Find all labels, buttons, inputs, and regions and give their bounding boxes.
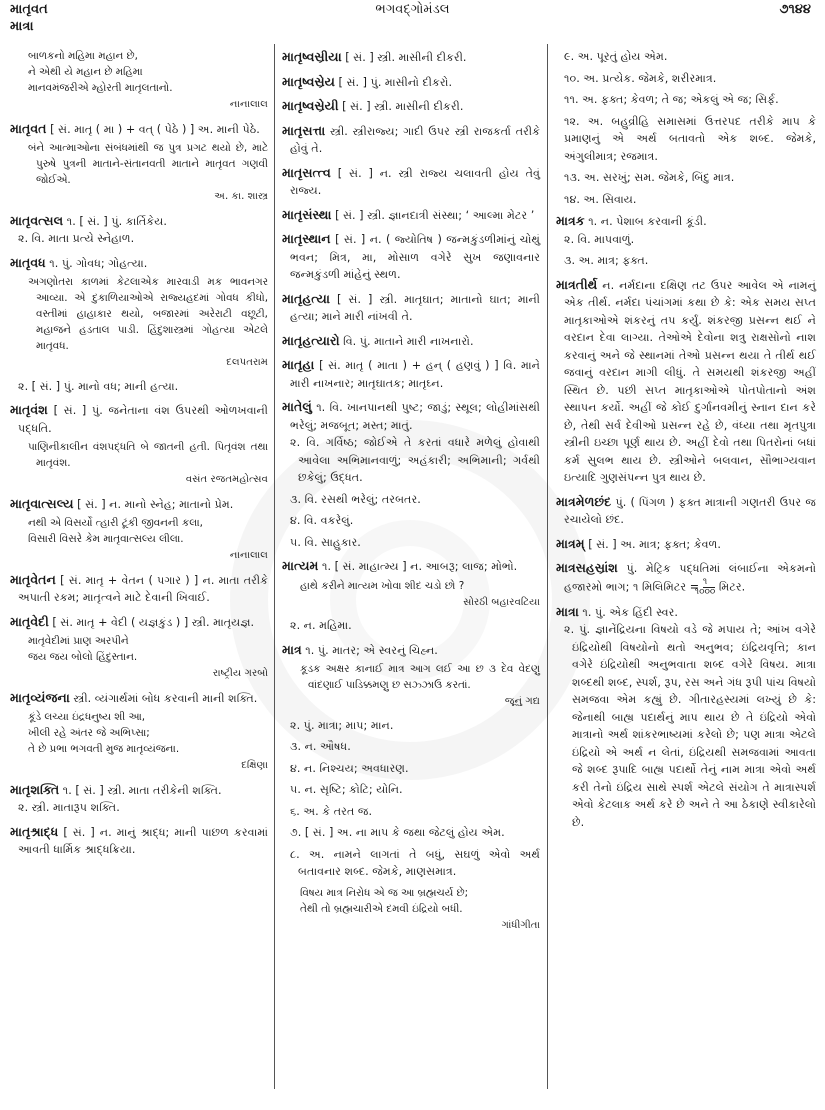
definition: [ સં. ] પું. માસીનો દીકરો.	[338, 75, 453, 89]
fraction-numerator: ૧	[703, 578, 716, 588]
sense: ૨. ન. મહિમા.	[290, 619, 352, 632]
headword: માત્રા	[556, 603, 579, 619]
sense: ૧૦. અ. પ્રત્યેક. જેમકે, શરીરમાત્ર.	[564, 71, 717, 85]
dictionary-entry	[10, 495, 268, 565]
definition: સ્ત્રી. વ્યંગાર્થમાં બોધ કરવાની માની શક્તિ.	[73, 691, 258, 705]
headword: માત્રમેળછંદ	[556, 493, 612, 509]
dictionary-entry	[10, 401, 268, 489]
dictionary-entry	[556, 276, 816, 487]
headword: માતૃહા	[282, 357, 315, 372]
dictionary-entry	[282, 73, 540, 92]
sense: ૨. વિ. ગર્વિષ્ઠ; જોઈએ તે કરતાં વધારે મળેલું હોવાથી આવેલા અભિમાનવાળું; અહંકારી; અભિમાની; ગર્વથી છકેલું; ઉદ્ધત.	[290, 436, 540, 484]
quote-source: જૂનું ગદ્ય	[504, 696, 540, 707]
definition: [ સં. માતૃ + વેદી ( યજ્ઞકુંડ ) ] સ્ત્રી. માતૃયજ્ઞ.	[52, 615, 255, 629]
sense: ૮. અ. નામને લાગતાં તે બધું, સઘળું એવો અર્થ બતાવનાર શબ્દ. જેમકે, માણસમાત્ર.	[290, 847, 540, 878]
headword: માતૃસંસ્થા	[282, 206, 332, 222]
headword: માતૃષ્વસ્રેય	[282, 73, 335, 89]
dictionary-entry	[10, 823, 268, 859]
quote-line: ખીલી રહે અંતર જે અભિપ્સા;	[28, 727, 150, 739]
dictionary-entry	[282, 206, 540, 225]
sense: ૪. ન. નિશ્ચય; અવધારણ.	[290, 761, 409, 775]
headword: માતૃષ્વસ્રેયી	[282, 98, 339, 113]
quote: અગણોતરા કાળમાં કેટલાએક મારવાડી મક ભાવનગર આવ્યા. એ દુકાળિયાઓએ રાજ્યહદમાં ગોવધ કીધો, વસ્તીમાં હાહાકાર થયો, બજારમાં અરેરાટી વછૂટી, મહાજને હડતાલ પાડી. હિંદુશાસ્ત્રમાં ગોહત્યા એટલે માતૃવધ.	[28, 276, 268, 352]
quote: હાથે કરીને માત્યમ ખોવા શીદ ચડો છો ?	[300, 579, 465, 592]
definition: ન. નર્મદાના દક્ષિણ તટ ઉપર આવેલ એ નામનું એક તીર્થ. નર્મદા પંચાંગમાં કથા છે કે: એક સમય સપ્ત માતૃકાઓએ શંકરનું તપ કર્યું. શંકરજી પ્રસન્ન થઈ ને વરદાન દેવા લાગ્યા. તેઓએ દેવોના શત્રુ રાક્ષસોનો નાશ કરવાનું અને જે સ્થાનમાં તેઓ પ્રસન્ન થયા તે તીર્થ થઈ જવાનું વરદાન માગી લીધું. તે સમયથી શંકરજી અહીં સ્થિત છે. પછી સપ્ત માતૃકાઓએ પોતપોતાનો અંશ સ્થાપન કર્યો. અહીં જે કોઈ દુર્ગાનવમીનું સ્નાન દાન કરે છે, તેથી સર્વ દેવીઓ પ્રસન્ન રહે છે, વંધ્યા તથા મૃતપુત્રા સ્ત્રીની ઇચ્છા પૂર્ણ થાય છે. અહીં દેવો તથા પિતરોનાં બધાં કર્મ સુલભ થાય છે. સ્ત્રીઓને બલવાન, સૌભાગ્યવાન ઇત્યાદિ ગુણસંપન્ન પુત્ર થાય છે.	[564, 278, 816, 484]
sense: ૧૩. અ. સરખું; સમ. જેમકે, બિંદુ માત્ર.	[564, 171, 735, 184]
quote: કૂડક અક્ષર કાનાઈ માત્ર આગ લઈ આ છ ૩ દેવ વેદણુ વાંદણાઈ પાડિક્કમણુ છ સઝ્ઝાઉ કરતાં.	[300, 663, 540, 691]
definition: ૧. [ સં. ] સ્ત્રી. માતા તરીકેની શક્તિ.	[62, 783, 222, 797]
dictionary-entry	[282, 164, 540, 200]
quote-source: વસંત રજતમહોત્સવ	[185, 474, 268, 485]
column-divider	[274, 44, 275, 1089]
quote: પાણિનીકાલીન વંશપદ્ધતિ બે જાતની હતી. પિતૃવંશ તથા માતૃવંશ.	[28, 441, 268, 469]
fraction-denominator: ૧૦૦૦	[694, 586, 716, 597]
quote-line: વિસારી વિસરે કેમ માતૃવાત્સલ્ય લીલા.	[28, 533, 184, 545]
dictionary-entry	[556, 535, 816, 554]
dictionary-entry	[282, 356, 540, 392]
dictionary-entry	[10, 689, 268, 775]
sense: ૨. વિ. માપવાળું.	[564, 232, 635, 246]
headword: માતૃષ્વસ્રીયા	[282, 49, 342, 64]
headword: માતૃવાત્સલ્ય	[10, 495, 74, 511]
headword: માત્રમ્	[556, 535, 585, 551]
dictionary-entry	[556, 212, 816, 270]
headword: માતૃવત	[10, 120, 47, 136]
dictionary-entry	[10, 613, 268, 683]
continued-senses	[556, 48, 816, 208]
guide-word-first: માતૃવત	[10, 2, 48, 17]
definition-tail: મિટર.	[718, 580, 746, 593]
guide-word-last: માત્રા	[10, 19, 34, 34]
dictionary-entry	[282, 641, 540, 935]
dictionary-entry	[556, 559, 816, 597]
sense: ૨. પું. જ્ઞાનેંદ્રિયના વિષયો વડે જે મપાય તે; આંખ વગેરે ઇંદ્રિયોથી વિષયોનો થતો અનુભવ; ઇંદ્રિયવૃત્તિ; કાન વગેરે ઇંદ્રિયોથી અનુભવાતા શબ્દ વગેરે વિષય. માત્રા શબ્દથી શબ્દ, સ્પર્શ, રૂપ, રસ અને ગંધ રૂપી પાંચ વિષયો સમજવા એમ કહ્યું છે. ગીતારહસ્યમાં લખ્યું છે કે: જેનાથી બાહ્ય પદાર્થનું માપ થાય છે તે ઇંદ્રિયો એવો માત્રાનો અર્થ શાંકરભાષ્યમાં કરેલો છે; પણ માત્રા એટલે ઇંદ્રિયો એ અર્થ ન લેતાં, ઇંદ્રિયથી સમજવામાં આવતા જે શબ્દ રૂપાદિ બાહ્ય પદાર્થો તેનું નામ માત્રા એવો અર્થ કરી તેનો ઇંદ્રિય સાથે સ્પર્શ એટલે સંયોગ તે માત્રાસ્પર્શ એવો કેટલાક અર્થ કરે છે અને તે આ ઠેકાણે સ્વીકારેલો છે.	[564, 623, 816, 829]
headword: માત્યમ	[282, 558, 319, 573]
continued-quote	[10, 48, 268, 114]
headword: માતૃવ્યંજના	[10, 689, 70, 705]
quote-line: વિષય માત્ર નિરોધ એ જ આ બ્રહ્મચર્ય છે;	[300, 886, 469, 899]
headword: માતેલું	[282, 399, 312, 414]
headword: માતૃશક્તિ	[10, 781, 60, 797]
dictionary-entry	[282, 230, 540, 284]
definition: વિ. પું. માતાને મારી નાખનારો.	[343, 334, 474, 348]
sense: ૪. વિ. વકરેલું.	[290, 514, 354, 527]
column-3	[556, 44, 816, 837]
headword: માત્ર	[282, 641, 302, 657]
definition: સ્ત્રી. સ્ત્રીરાજ્ય; ગાદી ઉપર સ્ત્રી રાજકર્તા તરીકે હોવું તે.	[290, 124, 540, 155]
sense: ૨. પું. માત્રા; માપ; માન.	[290, 718, 394, 732]
definition: [ સં. માતૃ + વેતન ( પગાર ) ] ન. માતા તરીકે અપાતી રકમ; માતૃત્વને માટે દેવાની ખિવાઈ.	[18, 573, 268, 604]
quote-source: અ. કા. શાસ્ત્ર	[214, 191, 268, 202]
headword: માતૃહત્યારો	[282, 332, 340, 348]
page-number: ૭૧૪૪	[779, 2, 811, 17]
definition: [ સં. ] સ્ત્રી. માસીની દીકરી.	[345, 51, 467, 64]
headword: માતૃહત્યા	[282, 290, 330, 306]
quote-source: ગાંધીગીતા	[501, 919, 540, 931]
dictionary-entry	[10, 571, 268, 607]
sense: ૨. [ સં. ] પું. માનો વધ; માની હત્યા.	[18, 379, 179, 393]
quote-source: નાનાલાલ	[229, 99, 268, 110]
definition: [ સં. માતૃ ( મા ) + વત્ ( પેઠે ) ] અ. માની પેઠે.	[50, 122, 260, 136]
headword: માત્રક	[556, 213, 585, 228]
definition: [ સં. ] ન. સ્ત્રી રાજ્ય ચલાવતી હોય તેવું રાજ્ય.	[290, 166, 540, 197]
headword: માતૃવધ	[10, 254, 46, 270]
quote-source: સોરઠી બહારવટિયા	[463, 596, 540, 608]
sense: ૯. અ. પૂરતું હોય એમ.	[564, 50, 668, 63]
definition: [ સં. ] પું. જનેતાના વંશ ઉપરથી ઓળખવાની પદ્ધતિ.	[18, 404, 268, 435]
definition: [ સં. ] અ. માત્ર; ફક્ત; કેવળ.	[588, 537, 721, 551]
dictionary-entry	[10, 212, 268, 248]
sense: ૭. [ સં. ] અ. ના માપ કે જથા જેટલું હોય એમ.	[290, 826, 505, 839]
fraction	[694, 576, 716, 597]
column-divider	[547, 44, 548, 1089]
sense: ૨. વિ. માતા પ્રત્યે સ્નેહાળ.	[18, 232, 135, 245]
dictionary-entry	[10, 120, 268, 206]
definition: ૧. પું. માતર; એ સ્વરનું ચિહ્ન.	[305, 643, 438, 657]
quote-source: દલપતરામ	[226, 357, 268, 368]
definition: [ સં. ] ન. ( જ્યોતિષ ) જન્મકુંડળીમાંનું ચોથું ભવન; મિત્ર, મા, મોસાળ વગેરે સુખ જણાવનાર જન્મકુંડળી માંહેનું સ્થળ.	[290, 233, 541, 281]
definition: ૧. [ સં. માહાત્મ્ય ] ન. આબરૂ; લાજ; મોભો.	[322, 560, 518, 573]
book-title: ભગવદ્ગોમંડલ	[375, 2, 450, 17]
sense: ૩. અ. માત્ર; ફક્ત.	[564, 254, 649, 267]
headword: માતૃવંશ	[10, 402, 48, 417]
sense: ૧૪. અ. સિવાય.	[564, 192, 637, 206]
quote-line: કૂંડે લચ્યા ઇંદ્રધનુષ્ય શી આ,	[28, 711, 146, 723]
definition: [ સં. માતૃ ( માતા ) + હન્ ( હણવું ) ] વિ. માને મારી નાખનાર; માતૃઘાતક; માતૃઘ્ન.	[290, 359, 540, 390]
dictionary-entry	[282, 48, 540, 67]
definition: [ સં. ] ન. માનું શ્રાદ્ધ; માની પાછળ કરવામાં આવતી ધાર્મિક શ્રાદ્ધક્રિયા.	[18, 825, 268, 856]
quote-source: રાષ્ટ્રીય ગરબો	[212, 668, 268, 679]
sense: ૬. અ. કે તરત જ.	[290, 804, 373, 818]
column-1	[10, 44, 268, 865]
headword: માત્રતીર્થ	[556, 276, 598, 292]
dictionary-entry	[282, 332, 540, 351]
headword: માતૃવત્સલ	[10, 212, 64, 228]
quote-source: દક્ષિણા	[241, 760, 268, 771]
headword: માતૃસત્તા	[282, 122, 326, 138]
definition: [ સં. ] સ્ત્રી. માસીની દીકરી.	[342, 100, 464, 113]
definition: પું. મેટ્રિક પદ્ધતિમાં લંબાઈના એકમનો હજારમો ભાગ; ૧ મિલિમિટર =	[564, 562, 816, 593]
quote-line: બાળકનો મહિમા મહાન છે,	[28, 50, 138, 62]
definition: [ સં. ] ન. માનો સ્નેહ; માતાનો પ્રેમ.	[77, 497, 234, 511]
sense: ૫. વિ. સાહુકાર.	[290, 535, 361, 549]
dictionary-entry	[556, 493, 816, 529]
definition: ૧. પું. ગોવધ; ગોહત્યા.	[49, 256, 148, 270]
dictionary-entry	[282, 398, 540, 551]
dictionary-entry	[282, 122, 540, 158]
definition: [ સં. ] સ્ત્રી. જ્ઞાનદાત્રી સંસ્થા; ‘ આલ્મા મેટર ’	[335, 208, 535, 222]
headword: માતૃસત્ત્વ	[282, 164, 331, 180]
definition: ૧. ન. પેશાબ કરવાની કૂંડી.	[588, 215, 707, 228]
quote-line: નથી એ વિસર્યો ત્હારી ટૂંકી જીવનની કલા,	[28, 517, 203, 529]
headword: માતૃશ્રાદ્ધ	[10, 823, 59, 839]
sense: ૧૨. અ. બહુવ્રીહિ સમાસમાં ઉત્તરપદ તરીકે માપ કે પ્રમાણનું એ અર્થ બતાવતો એક શબ્દ. જેમકે, અંગુલીમાત્ર; રજમાત્ર.	[564, 114, 816, 163]
quote-line: માનવમંજરીએ મ્હોરતી માતૃલતાનો.	[28, 82, 173, 94]
headword: માતૃવેદી	[10, 613, 49, 629]
quote-line: માતૃવેદીમાં પ્રાણ અરપીને	[28, 635, 129, 647]
quote-line: તેથી તો બ્રહ્મચારીએ દમવી ઇંદ્રિયો બધી.	[300, 902, 463, 915]
dictionary-entry	[556, 603, 816, 832]
dictionary-entry	[282, 557, 540, 635]
definition: ૧. વિ. ખાનપાનથી પુષ્ટ; જાડું; સ્થૂલ; લોહીમાંસથી ભરેલું; મજબૂત; મસ્ત; માતું.	[290, 401, 541, 432]
dictionary-entry	[10, 781, 268, 817]
definition: ૧. [ સં. ] પું. કાર્તિકેય.	[66, 214, 167, 228]
sense: ૨. સ્ત્રી. માતારૂપ શક્તિ.	[18, 801, 120, 814]
headword: માતૃસ્થાન	[282, 231, 331, 246]
page-header	[0, 0, 825, 46]
dictionary-entry	[282, 290, 540, 326]
sense: ૩. ન. ઔષધ.	[290, 740, 351, 753]
sense: ૫. ન. સૃષ્ટિ; કોટિ; યોનિ.	[290, 783, 403, 796]
headword: માત્રસહસ્રાંશ	[556, 560, 618, 575]
dictionary-entry	[282, 97, 540, 116]
quote-line: તે છે પ્રભા ભગવતી મુજ માતૃવ્યંજના.	[28, 743, 180, 755]
quote: બંને આત્માઓના સંબંધમાંથી જ પુત્ર પ્રગટ થયો છે, માટે પુરુષે પુત્રની માતાને-સંતાનવતી માતાને માતૃવત ગણવી જોઈએ.	[28, 142, 268, 186]
definition: ૧. પું. એક હિંદી સ્વર.	[582, 605, 678, 619]
sense: ૩. વિ. રસથી ભરેલું; તરબતર.	[290, 492, 421, 506]
column-2	[282, 44, 540, 940]
definition: પું. ( પિંગળ ) ફક્ત માત્રાની ગણતરી ઉપર જ રચાયેલો છંદ.	[564, 495, 816, 526]
dictionary-entry	[10, 254, 268, 396]
headword: માતૃવેતન	[10, 571, 56, 587]
quote-source: નાનાલાલ	[229, 550, 268, 561]
quote-line: જય જય બોલો હિંદુસ્તાન.	[28, 651, 138, 663]
sense: ૧૧. અ. ફક્ત; કેવળ; તે જ; એકલું એ જ; સિર્ફ.	[564, 93, 779, 106]
definition: [ સં. ] સ્ત્રી. માતૃઘાત; માતાનો ઘાત; માની હત્યા; માને મારી નાંખવી તે.	[290, 292, 540, 323]
quote-line: ને એથી યે મહાન છે મહિમા	[28, 66, 143, 78]
